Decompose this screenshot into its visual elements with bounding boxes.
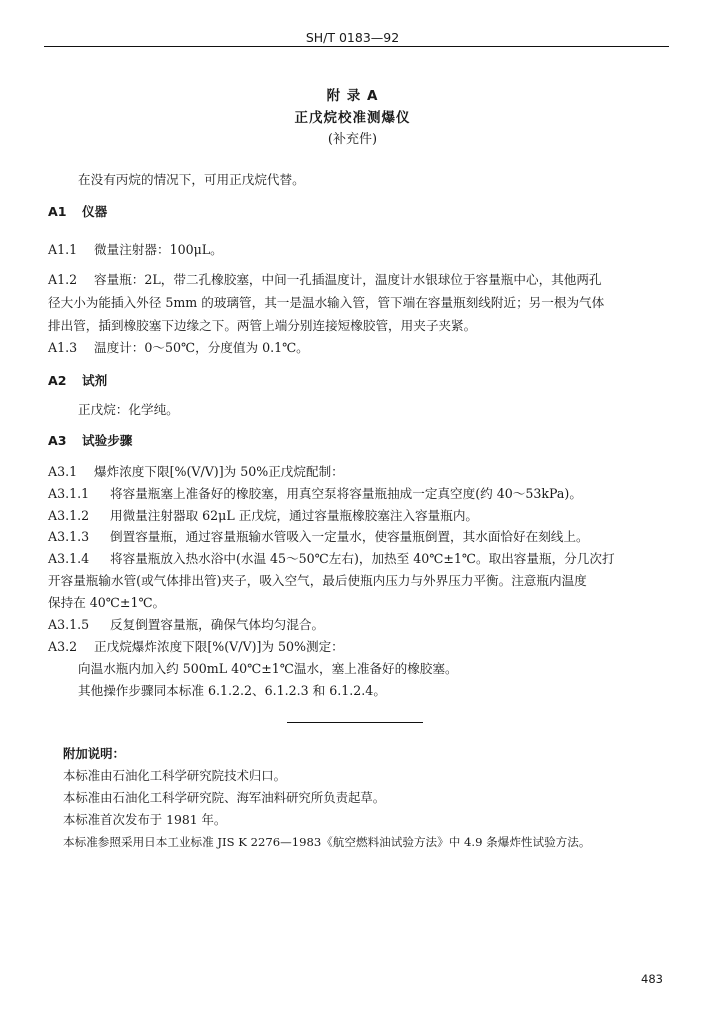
clause-number: A3.1 xyxy=(48,464,78,479)
clause-number: A3.2 xyxy=(48,639,78,654)
clause-a3-2-line2: 向温水瓶内加入约 500mL 40℃±1℃温水，塞上准备好的橡胶塞。 xyxy=(78,661,458,676)
standard-code: SH/T 0183—92 xyxy=(305,30,400,45)
appendix-title: 正戊烷校准测爆仪 xyxy=(294,110,411,126)
clause-a1-1 xyxy=(48,242,670,258)
section-title: 试剂 xyxy=(82,373,108,388)
clause-number: A3.1.5 xyxy=(48,617,90,632)
clause-a3-2-line3: 其他操作步骤同本标准 6.1.2.2、6.1.2.3 和 6.1.2.4。 xyxy=(78,683,386,698)
clause-number: A1.1 xyxy=(48,242,78,257)
clause-text: 将容量瓶塞上准备好的橡胶塞，用真空泵将容量瓶抽成一定真空度(约 40～53kPa)。 xyxy=(110,486,582,501)
clause-a1-2-line2: 径大小为能插入外径 5mm 的玻璃管，其一是温水输入管，管下端在容量瓶刻线附近；另一根为气体 xyxy=(48,295,605,310)
note-item: 本标准首次发布于 1981 年。 xyxy=(63,812,227,827)
appendix-label: 附 录 A xyxy=(326,88,379,104)
clause-number: A3.1.1 xyxy=(48,486,90,501)
clause-a1-2 xyxy=(48,272,670,288)
header-rule xyxy=(44,46,669,47)
section-a1-heading xyxy=(48,204,670,220)
clause-number: A1.2 xyxy=(48,272,78,287)
reagent-text: 正戊烷：化学纯。 xyxy=(78,402,179,417)
section-number: A1 xyxy=(48,204,67,219)
section-a3-heading xyxy=(48,433,670,449)
clause-text: 温度计：0～50℃，分度值为 0.1℃。 xyxy=(94,340,309,355)
intro-paragraph: 在没有丙烷的情况下，可用正戊烷代替。 xyxy=(78,172,305,187)
clause-a3-1-4-line3: 保持在 40℃±1℃。 xyxy=(48,595,166,610)
clause-text: 容量瓶：2L，带二孔橡胶塞，中间一孔插温度计，温度计水银球位于容量瓶中心，其他两孔 xyxy=(94,272,602,287)
section-number: A2 xyxy=(48,373,67,388)
clause-a3-1 xyxy=(48,464,670,480)
section-a2-heading xyxy=(48,373,670,389)
clause-a3-2 xyxy=(48,639,670,655)
clause-a3-1-4 xyxy=(48,551,670,567)
appendix-subtitle: (补充件) xyxy=(327,132,378,147)
clause-a3-1-2 xyxy=(48,508,670,524)
clause-text: 微量注射器：100μL。 xyxy=(94,242,223,257)
clause-number: A3.1.4 xyxy=(48,551,90,566)
clause-text: 倒置容量瓶，通过容量瓶输水管吸入一定量水，使容量瓶倒置，其水面恰好在刻线上。 xyxy=(110,529,589,544)
clause-text: 反复倒置容量瓶，确保气体均匀混合。 xyxy=(110,617,325,632)
clause-a3-1-5 xyxy=(48,617,670,633)
note-item: 本标准由石油化工科学研究院、海军油料研究所负责起草。 xyxy=(63,790,386,805)
clause-text: 将容量瓶放入热水浴中(水温 45～50℃左右)，加热至 40℃±1℃。取出容量瓶，分几次打 xyxy=(110,551,615,566)
note-item: 本标准由石油化工科学研究院技术归口。 xyxy=(63,768,287,783)
page-number: 483 xyxy=(641,972,663,986)
clause-text: 爆炸浓度下限[%(V/V)]为 50%正戊烷配制： xyxy=(94,464,344,479)
section-divider xyxy=(287,722,423,723)
clause-text: 用微量注射器取 62μL 正戊烷，通过容量瓶橡胶塞注入容量瓶内。 xyxy=(110,508,479,523)
section-title: 试验步骤 xyxy=(82,433,133,448)
notes-title: 附加说明： xyxy=(63,746,125,761)
clause-a3-1-1 xyxy=(48,486,670,502)
clause-number: A3.1.3 xyxy=(48,529,90,544)
clause-a1-3 xyxy=(48,340,670,356)
section-title: 仪器 xyxy=(82,204,108,219)
clause-a1-2-line3: 排出管，插到橡胶塞下边缘之下。两管上端分别连接短橡胶管，用夹子夹紧。 xyxy=(48,318,477,333)
clause-a3-1-3 xyxy=(48,529,670,545)
clause-number: A1.3 xyxy=(48,340,78,355)
clause-a3-1-4-line2: 开容量瓶输水管(或气体排出管)夹子，吸入空气，最后使瓶内压力与外界压力平衡。注意瓶内温度 xyxy=(48,573,587,588)
clause-text: 正戊烷爆炸浓度下限[%(V/V)]为 50%测定： xyxy=(94,639,344,654)
section-number: A3 xyxy=(48,433,67,448)
note-item: 本标准参照采用日本工业标准 JIS K 2276—1983《航空燃料油试验方法》中 4.9 条爆炸性试验方法。 xyxy=(63,835,591,849)
clause-number: A3.1.2 xyxy=(48,508,90,523)
